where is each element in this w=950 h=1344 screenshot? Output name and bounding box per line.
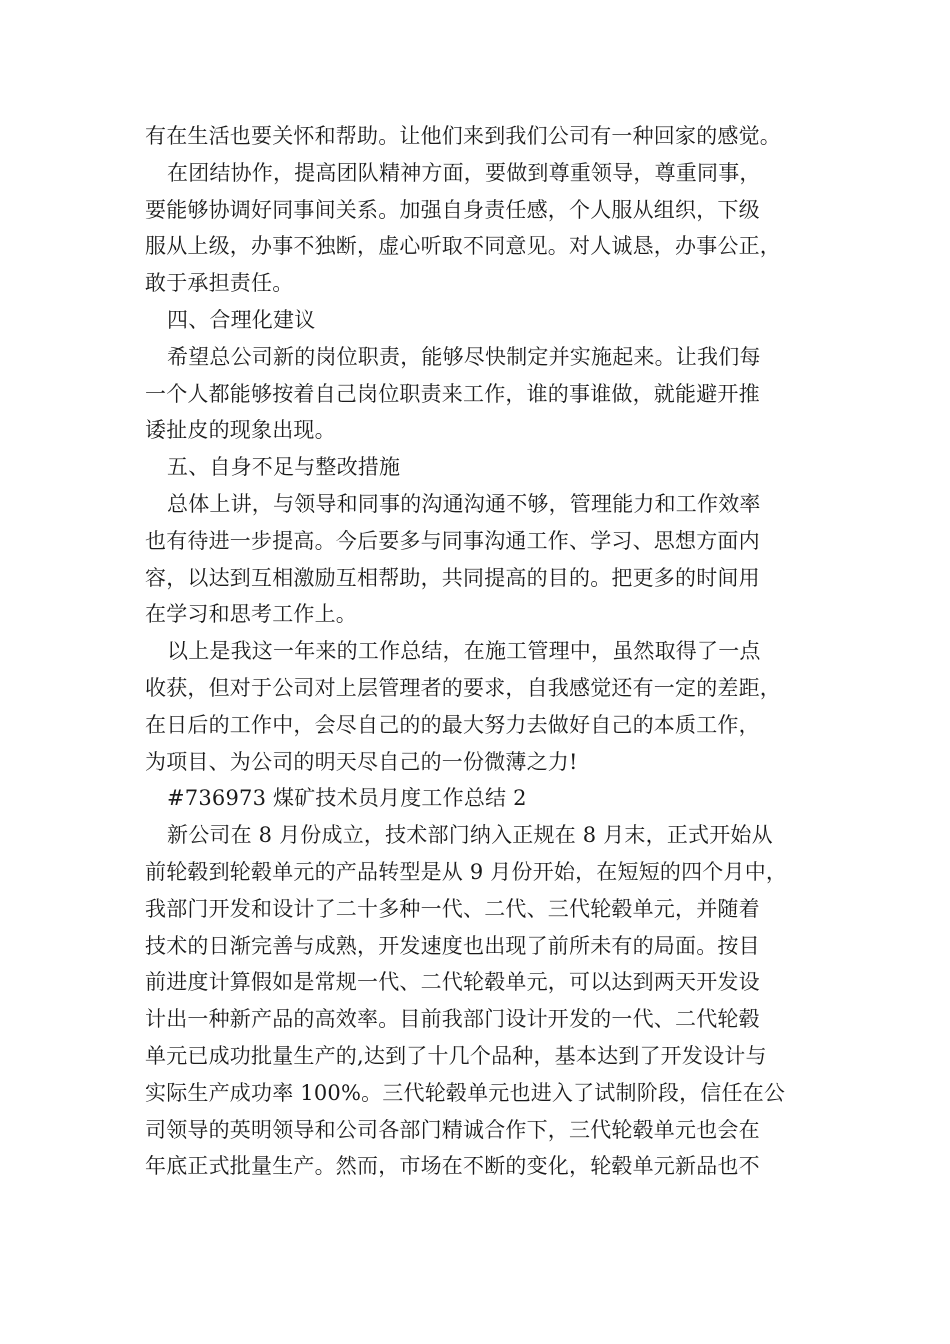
text-line: 技术的日渐完善与成熟，开发速度也出现了前所未有的局面。按目 <box>145 933 760 958</box>
text-line: 敢于承担责任。 <box>145 271 294 296</box>
text-line: #736973 煤矿技术员月度工作总结 2 <box>167 786 527 811</box>
text-line: 希望总公司新的岗位职责，能够尽快制定并实施起来。让我们每 <box>167 344 761 369</box>
text-line: 我部门开发和设计了二十多种一代、二代、三代轮毂单元，并随着 <box>145 896 760 921</box>
text-line: 在学习和思考工作上。 <box>145 602 357 627</box>
text-line: 也有待进一步提高。今后要多与同事沟通工作、学习、思想方面内 <box>145 528 760 553</box>
text-line: 容，以达到互相激励互相帮助，共同提高的目的。把更多的时间用 <box>145 565 760 590</box>
text-line: 五、自身不足与整改措施 <box>167 455 401 480</box>
document-body <box>145 118 825 1185</box>
text-line: 司领导的英明领导和公司各部门精诚合作下，三代轮毂单元也会在 <box>145 1117 760 1142</box>
text-line: 前轮毂到轮毂单元的产品转型是从 9 月份开始，在短短的四个月中， <box>145 859 788 884</box>
text-line: 服从上级，办事不独断，虚心听取不同意见。对人诚恳，办事公正， <box>145 234 781 259</box>
text-line: 四、合理化建议 <box>167 307 316 332</box>
text-line: 总体上讲，与领导和同事的沟通沟通不够，管理能力和工作效率 <box>167 491 761 516</box>
text-line: 要能够协调好同事间关系。加强自身责任感，个人服从组织，下级 <box>145 197 760 222</box>
text-line: 年底正式批量生产。然而，市场在不断的变化，轮毂单元新品也不 <box>145 1154 760 1179</box>
text-line: 收获，但对于公司对上层管理者的要求，自我感觉还有一定的差距， <box>145 675 781 700</box>
text-line: 计出一种新产品的高效率。目前我部门设计开发的一代、二代轮毂 <box>145 1007 760 1032</box>
text-line: 为项目、为公司的明天尽自己的一份微薄之力! <box>145 749 578 774</box>
text-line: 诿扯皮的现象出现。 <box>145 418 336 443</box>
text-line: 新公司在 8 月份成立，技术部门纳入正规在 8 月末，正式开始从 <box>167 823 773 848</box>
text-line: 单元已成功批量生产的,达到了十几个品种，基本达到了开发设计与 <box>145 1043 767 1068</box>
text-line: 以上是我这一年来的工作总结，在施工管理中，虽然取得了一点 <box>167 639 761 664</box>
text-line: 一个人都能够按着自己岗位职责来工作，谁的事谁做，就能避开推 <box>145 381 760 406</box>
text-line: 实际生产成功率 100%。三代轮毂单元也进入了试制阶段，信任在公 <box>145 1080 786 1105</box>
text-line: 在日后的工作中，会尽自己的的最大努力去做好自己的本质工作， <box>145 712 760 737</box>
text-line: 在团结协作，提高团队精神方面，要做到尊重领导，尊重同事， <box>167 160 761 185</box>
text-line: 前进度计算假如是常规一代、二代轮毂单元，可以达到两天开发设 <box>145 970 760 995</box>
text-line: 有在生活也要关怀和帮助。让他们来到我们公司有一种回家的感觉。 <box>145 124 781 148</box>
